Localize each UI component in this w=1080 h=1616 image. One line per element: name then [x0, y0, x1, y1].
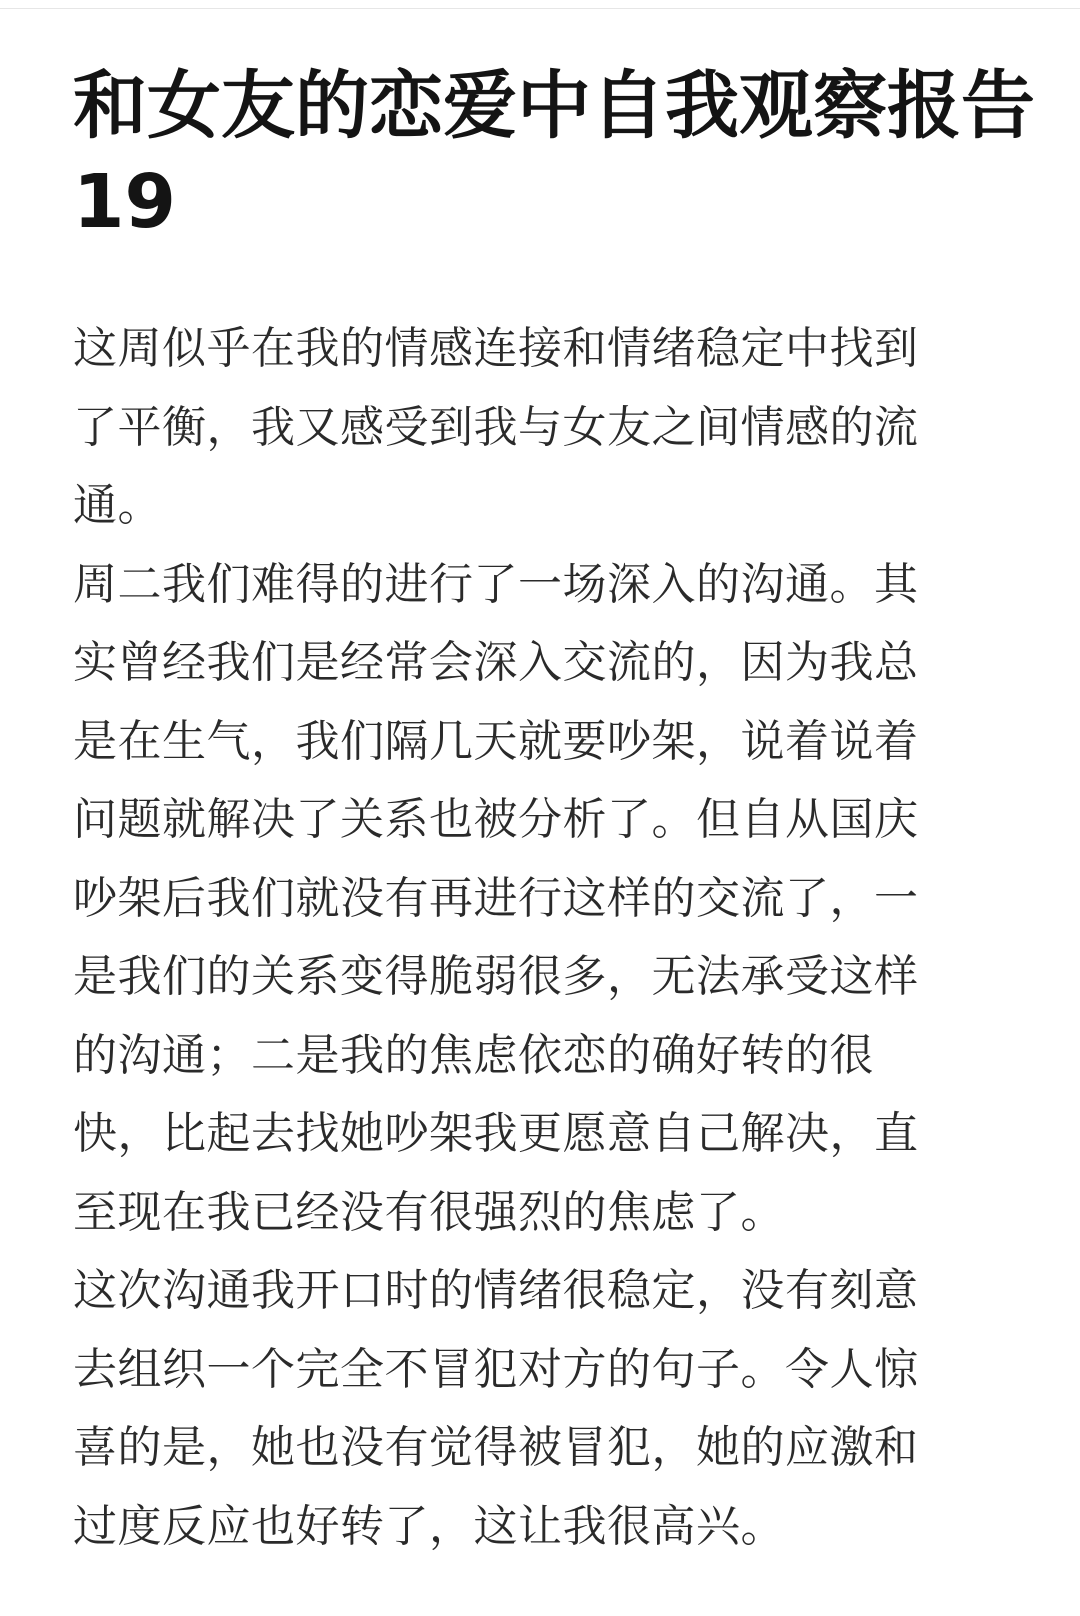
article-header: [73, 58, 1035, 250]
body-text-line: 喜的是，她也没有觉得被冒犯，她的应激和: [73, 1422, 919, 1473]
body-text-line: 周二我们难得的进行了一场深入的沟通。其: [73, 558, 919, 610]
body-text-line: 这次沟通我开口时的情绪很稳定，没有刻意: [73, 1265, 919, 1316]
body-text-line: 这周似乎在我的情感连接和情绪稳定中找到: [73, 323, 919, 374]
body-text-line: 是在生气，我们隔几天就要吵架，说着说着: [73, 715, 919, 767]
body-text-line: 吵架后我们就没有再进行这样的交流了，一: [73, 872, 919, 924]
body-text-line: 通。: [73, 480, 162, 531]
body-text-line: 的沟通；二是我的焦虑依恋的确好转的很: [73, 1029, 874, 1081]
body-text-line: 是我们的关系变得脆弱很多，无法承受这样: [73, 951, 919, 1002]
body-text-line: 了平衡，我又感受到我与女友之间情感的流: [73, 401, 919, 453]
body-text-line: 实曾经我们是经常会深入交流的，因为我总: [73, 637, 919, 688]
article-title-line: 19: [73, 159, 176, 245]
body-text-line: 至现在我已经没有很强烈的焦虑了。: [73, 1186, 785, 1238]
article-title-line: 和女友的恋爱中自我观察报告: [73, 63, 1035, 149]
body-text-line: 去组织一个完全不冒犯对方的句子。令人惊: [73, 1343, 919, 1395]
body-text-line: 快，比起去找她吵架我更愿意自己解决，直: [73, 1108, 919, 1159]
top-divider: [0, 8, 1080, 9]
article-title: [73, 58, 1035, 250]
body-text-line: 问题就解决了关系也被分析了。但自从国庆: [73, 794, 919, 845]
body-text-line: 过度反应也好转了，这让我很高兴。: [73, 1500, 785, 1552]
article-body: [73, 310, 973, 1566]
